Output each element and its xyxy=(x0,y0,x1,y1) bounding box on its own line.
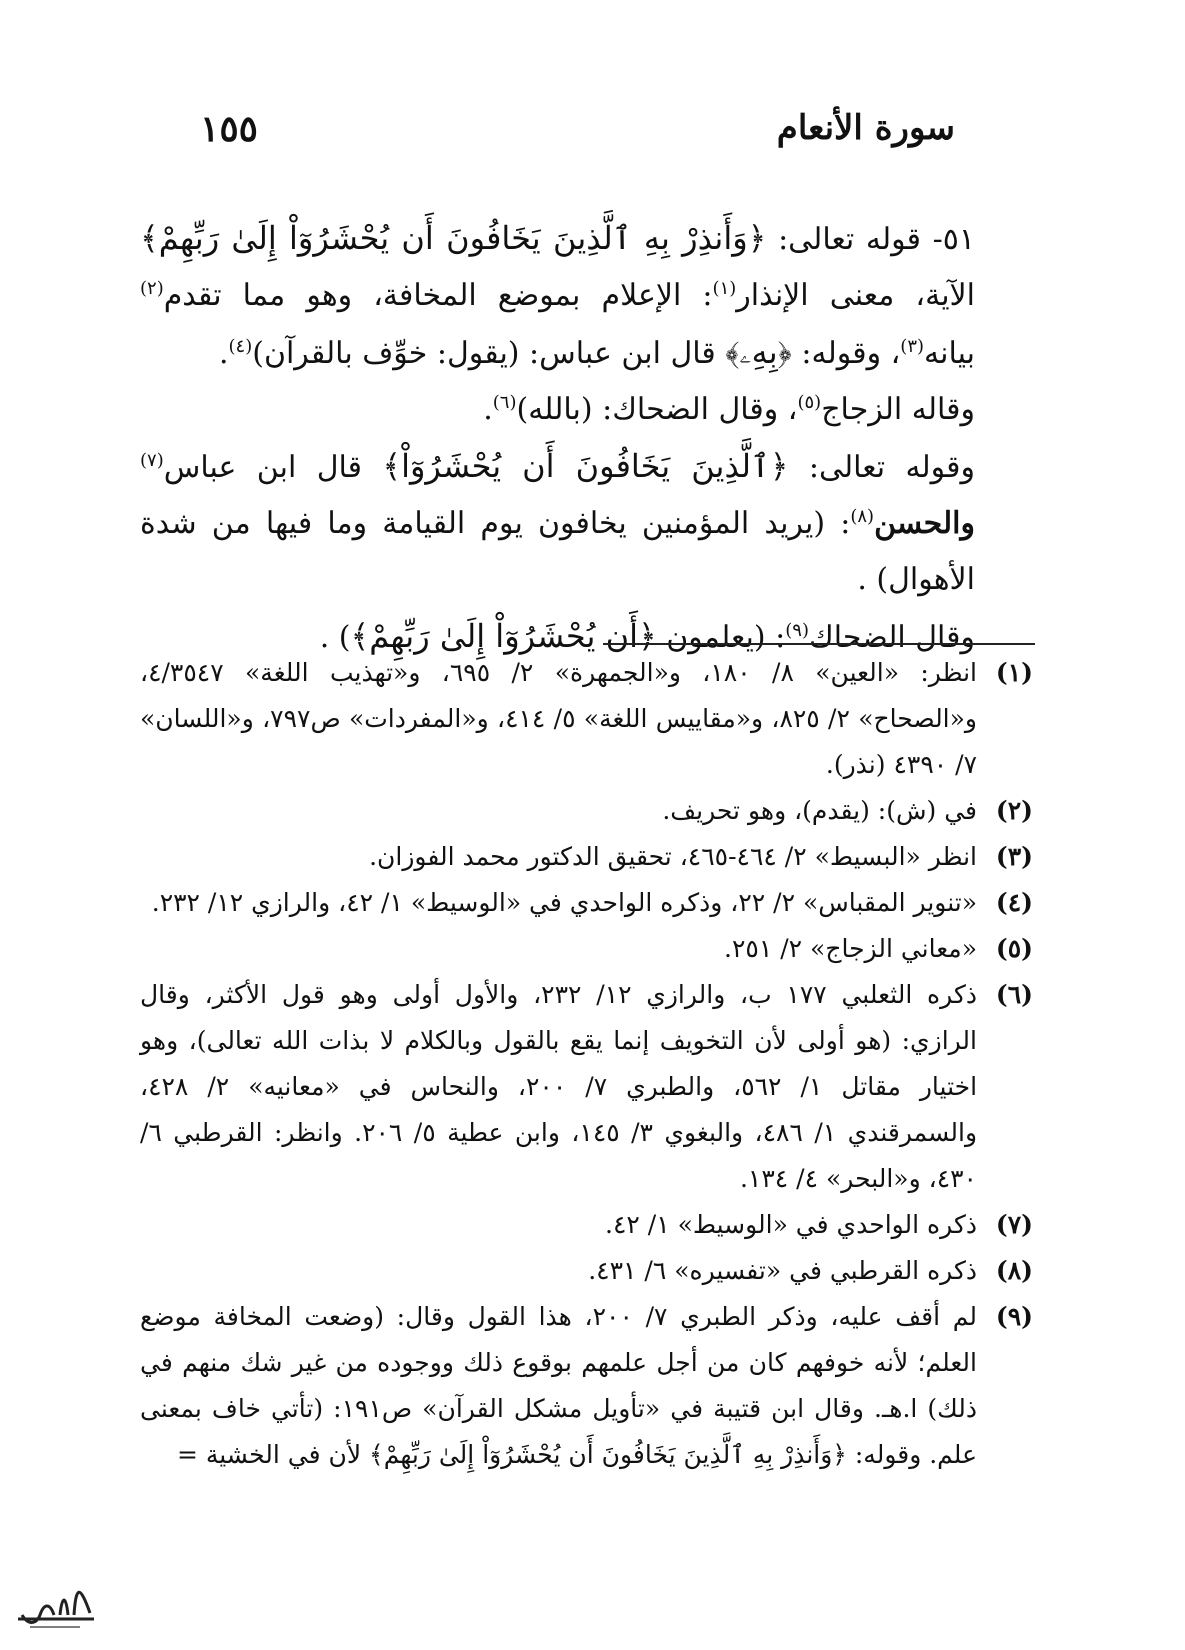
footnote-ref-7[interactable]: (٧) xyxy=(140,450,164,471)
page-number: ١٥٥ xyxy=(200,108,259,150)
footnote xyxy=(140,834,1033,880)
publisher-logo xyxy=(10,1575,100,1635)
text-run: وقوله تعالى: xyxy=(788,450,975,485)
footnote-ref-8[interactable]: (٨) xyxy=(850,506,875,527)
paragraph-zajjaj xyxy=(140,382,1035,438)
footnote-text: ذكره القرطبي في «تفسيره» ٦/ ٤٣١. xyxy=(588,1256,977,1285)
footnote xyxy=(140,1202,1033,1248)
text-run: ، وقوله: xyxy=(791,336,901,371)
footnote-number: (٩) xyxy=(995,1302,1033,1331)
text-run: بيانه xyxy=(924,336,975,371)
footnote-number: (٧) xyxy=(995,1210,1033,1239)
quran-verse: ﴿ٱلَّذِينَ يَخَافُونَ أَن يُحْشَرُوٓاْ﴾ xyxy=(382,447,789,485)
footnote-ref-3[interactable]: (٣) xyxy=(900,336,925,357)
footnote-text: انظر: «العين» ٨/ ١٨٠، و«الجمهرة» ٢/ ٦٩٥، و«تهذيب اللغة» ٤/٣٥٤٧، و«الصحاح» ٢/ ٨٢٥، و«مقاييس اللغة» ٥/ ٤١٤، و«المفردات» ص٧٩٧، و«اللسان» ٧/ ٤٣٩٠ (نذر). xyxy=(140,658,978,779)
paragraph-51 xyxy=(140,210,1035,382)
main-text xyxy=(140,210,1035,666)
text-run: : (يريد المؤمنين يخافون يوم القيامة وما فيها من شدة الأهوال) . xyxy=(140,506,975,597)
text-run: ) . xyxy=(319,620,351,655)
footnote xyxy=(140,926,1033,972)
footnote-ref-2[interactable]: (٢) xyxy=(140,278,164,299)
footnote-number: (١) xyxy=(995,658,1033,687)
footnote xyxy=(140,788,1033,834)
footnote-number: (٤) xyxy=(995,888,1033,917)
text-run: . xyxy=(483,392,493,427)
footnote-text: «تنوير المقباس» ٢/ ٢٢، وذكره الواحدي في «الوسيط» ١/ ٤٢، والرازي ١٢/ ٢٣٢. xyxy=(151,888,977,917)
footnote xyxy=(140,880,1033,926)
footnote-number: (٨) xyxy=(995,1256,1033,1285)
footnote xyxy=(140,1294,1033,1478)
text-run: وقاله الزجاج xyxy=(821,392,975,427)
surah-title: سورة الأنعام xyxy=(776,108,955,148)
footnote-number: (٢) xyxy=(995,796,1033,825)
footnote-ref-9[interactable]: (٩) xyxy=(785,620,809,641)
footnote-text: لم أقف عليه، وذكر الطبري ٧/ ٢٠٠، هذا القول وقال: (وضعت المخافة موضع العلم؛ لأنه خوفهم كان من أجل علمهم بوقوع ذلك ووجوده من غير شك منهم في ذلك) ا.هـ. وقال ابن قتيبة في «تأويل مشكل القرآن» ص١٩١: (تأتي خاف بمعنى علم. وقوله: ﴿وَأَنذِرْ بِهِ ٱلَّذِينَ يَخَافُونَ أَن يُحْشَرُوٓاْ إِلَىٰ رَبِّهِمْ﴾ لأن في الخشية = xyxy=(140,1302,977,1469)
footnote-text: انظر «البسيط» ٢/ ٤٦٤-٤٦٥، تحقيق الدكتور محمد الفوزان. xyxy=(369,842,977,871)
text-run: : (يعلمون xyxy=(656,620,786,655)
text-run: وقال الضحاك xyxy=(808,620,975,655)
footnote-text: في (ش): (يقدم)، وهو تحريف. xyxy=(662,796,977,825)
footnote-number: (٦) xyxy=(995,980,1033,1009)
text-run: ٥١- قوله تعالى: xyxy=(766,222,975,257)
footnote-text: «معاني الزجاج» ٢/ ٢٥١. xyxy=(724,934,977,963)
footnote-ref-5[interactable]: (٥) xyxy=(797,392,822,413)
text-run: الآية، معنى الإنذار xyxy=(736,278,975,313)
footnote-text: ذكره الثعلبي ١٧٧ ب، والرازي ١٢/ ٢٣٢، والأول أولى وهو قول الأكثر، وقال الرازي: (هو أولى لأن التخويف إنما يقع بالقول وبالكلام لا بذات الله تعالى)، وهو اختيار مقاتل ١/ ٥٦٢، والطبري ٧/ ٢٠٠، والنحاس في «معانيه» ٢/ ٤٢٨، والسمرقندي ١/ ٤٨٦، والبغوي ٣/ ١٤٥، وابن عطية ٥/ ٢٠٦. وانظر: القرطبي ٦/ ٤٣٠، و«البحر» ٤/ ١٣٤. xyxy=(140,980,978,1193)
footnote xyxy=(140,650,1033,788)
footnote-separator xyxy=(603,643,1035,645)
footnote-number: (٥) xyxy=(995,934,1033,963)
footnotes xyxy=(140,650,1033,1478)
footnote-text: ذكره الواحدي في «الوسيط» ١/ ٤٢. xyxy=(605,1210,977,1239)
footnote-ref-6[interactable]: (٦) xyxy=(492,392,517,413)
page-header xyxy=(200,108,955,158)
text-run: ، وقال الضحاك: (بالله) xyxy=(516,392,798,427)
text-run: . xyxy=(218,336,229,371)
text-run: : الإعلام بموضع المخافة، وهو مما تقدم xyxy=(163,278,713,313)
footnote-ref-4[interactable]: (٤) xyxy=(228,336,253,357)
quran-verse: ﴿وَأَنذِرْ بِهِ ٱلَّذِينَ يَخَافُونَ أَن يُحْشَرُوٓاْ إِلَىٰ رَبِّهِمْ﴾ xyxy=(140,219,767,257)
text-run: قال ابن عباس xyxy=(163,450,383,485)
text-run: قال ابن عباس: (يقول: خوِّف بالقرآن) xyxy=(252,336,726,371)
text-run: والحسن xyxy=(874,506,975,541)
quran-verse: ﴿بِهِۦ﴾ xyxy=(725,333,792,371)
quran-verse: ﴿أَن يُحْشَرُوٓاْ إِلَىٰ رَبِّهِمْ﴾ xyxy=(350,617,657,655)
paragraph-alladhina xyxy=(140,438,1035,608)
footnote xyxy=(140,972,1033,1202)
footnote-number: (٣) xyxy=(995,842,1033,871)
footnote xyxy=(140,1248,1033,1294)
footnote-ref-1[interactable]: (١) xyxy=(712,278,737,299)
